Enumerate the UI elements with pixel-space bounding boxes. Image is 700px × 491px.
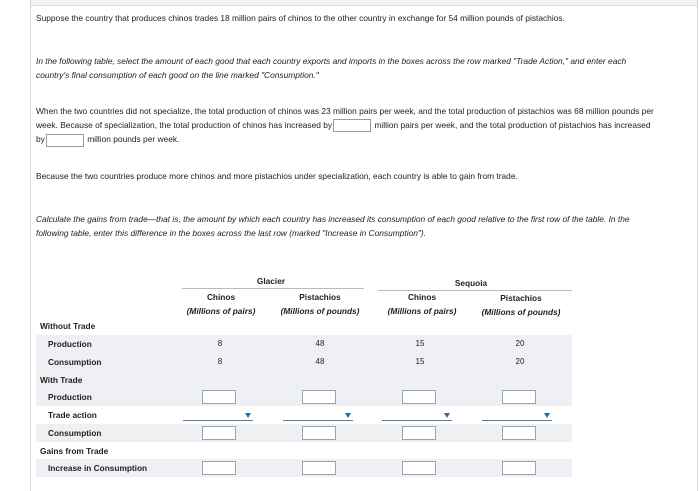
chevron-down-icon bbox=[345, 413, 351, 418]
glacier-chinos-production: 8 bbox=[217, 339, 223, 348]
row-label: Trade action bbox=[48, 410, 97, 420]
row-with-trade bbox=[36, 371, 572, 389]
row-consumption bbox=[36, 353, 572, 371]
row-label: Production bbox=[48, 392, 92, 402]
sequoia-chinos-consumption-input[interactable] bbox=[402, 426, 436, 440]
col-glacier-chinos-unit: (Millions of pairs) bbox=[186, 306, 256, 316]
glacier-pistachios-increase-input[interactable] bbox=[302, 461, 336, 475]
sequoia-pistachios-production-input[interactable] bbox=[502, 390, 536, 404]
col-sequoia-chinos: Chinos bbox=[407, 292, 437, 302]
chevron-down-icon bbox=[444, 413, 450, 418]
row-label: Without Trade bbox=[40, 321, 96, 331]
row-label: Consumption bbox=[48, 357, 102, 367]
glacier-pistachios-production: 48 bbox=[315, 339, 325, 348]
row-label: Production bbox=[48, 339, 92, 349]
row-consumption-with-trade bbox=[36, 424, 572, 442]
spec-text-2: million pairs per week, and the total production of pistachios has increased by bbox=[36, 120, 651, 145]
row-label: Increase in Consumption bbox=[48, 463, 148, 473]
glacier-pistachios-consumption-input[interactable] bbox=[302, 426, 336, 440]
spec-text-3: million pounds per week. bbox=[87, 134, 180, 145]
sequoia-chinos-consumption: 15 bbox=[415, 357, 425, 366]
glacier-underline bbox=[182, 288, 364, 289]
col-glacier-chinos: Chinos bbox=[206, 292, 236, 302]
sequoia-pistachios-consumption-input[interactable] bbox=[502, 426, 536, 440]
glacier-pistachios-production-input[interactable] bbox=[302, 390, 336, 404]
sequoia-chinos-production-input[interactable] bbox=[402, 390, 436, 404]
col-sequoia-chinos-unit: (Millions of pairs) bbox=[387, 306, 457, 316]
specialization-paragraph bbox=[36, 104, 658, 147]
row-gains-from-trade bbox=[36, 442, 572, 460]
glacier-chinos-consumption-input[interactable] bbox=[202, 426, 236, 440]
chevron-down-icon bbox=[245, 413, 251, 418]
glacier-chinos-production-input[interactable] bbox=[202, 390, 236, 404]
country-glacier-header: Glacier bbox=[256, 276, 286, 286]
chevron-down-icon bbox=[544, 413, 550, 418]
row-label: Gains from Trade bbox=[40, 446, 109, 456]
chinos-increase-input[interactable] bbox=[333, 119, 371, 132]
row-label: Consumption bbox=[48, 428, 102, 438]
glacier-chinos-increase-input[interactable] bbox=[202, 461, 236, 475]
intro-text: Suppose the country that produces chinos trades 18 million pairs of chinos to the other country in exchange for 54 million pounds of pistachios. bbox=[36, 13, 565, 23]
row-increase-in-consumption bbox=[36, 459, 572, 477]
glacier-pistachios-consumption: 48 bbox=[315, 357, 325, 366]
pistachios-increase-input[interactable] bbox=[46, 134, 84, 147]
spec-text-1: When the two countries did not specialize, the total production of chinos was 23 million pairs per week, and the total production of pistachios was 68 million pounds per week. Because of specialization, the total production of chinos has increased by bbox=[36, 106, 654, 130]
trade-table bbox=[36, 276, 576, 476]
instructions-text: In the following table, select the amount of each good that each country exports and imports in the boxes across the row marked "Trade Action," and enter each country's final consumption of each good on the line marked "Consumption." bbox=[36, 56, 627, 80]
glacier-chinos-trade-select[interactable] bbox=[183, 410, 253, 421]
sequoia-pistachios-consumption: 20 bbox=[515, 357, 525, 366]
col-sequoia-pistachios: Pistachios bbox=[500, 293, 542, 303]
sequoia-underline bbox=[378, 290, 572, 291]
calc-text: Calculate the gains from trade—that is, the amount by which each country has increased its consumption of each good relative to the first row of the table. In the following table, enter this difference in the boxes across the last row (marked "Increase in Consumption"). bbox=[36, 214, 630, 238]
row-without-trade bbox=[36, 317, 572, 335]
sequoia-pistachios-increase-input[interactable] bbox=[502, 461, 536, 475]
glacier-pistachios-trade-select[interactable] bbox=[283, 410, 353, 421]
glacier-chinos-consumption: 8 bbox=[217, 357, 223, 366]
sequoia-chinos-trade-select[interactable] bbox=[382, 410, 452, 421]
sequoia-chinos-production: 15 bbox=[415, 339, 425, 348]
row-production bbox=[36, 335, 572, 353]
row-production-with-trade bbox=[36, 388, 572, 406]
sequoia-pistachios-trade-select[interactable] bbox=[482, 410, 552, 421]
sequoia-pistachios-production: 20 bbox=[515, 339, 525, 348]
col-glacier-pistachios: Pistachios bbox=[299, 292, 341, 302]
col-sequoia-pistachios-unit: (Millions of pounds) bbox=[481, 307, 561, 317]
country-sequoia-header: Sequoia bbox=[454, 278, 488, 288]
gain-text: Because the two countries produce more chinos and more pistachios under specialization, each country is able to gain from trade. bbox=[36, 171, 518, 181]
col-glacier-pistachios-unit: (Millions of pounds) bbox=[280, 306, 360, 316]
sequoia-chinos-increase-input[interactable] bbox=[402, 461, 436, 475]
row-trade-action bbox=[36, 406, 572, 424]
row-label: With Trade bbox=[40, 375, 83, 385]
